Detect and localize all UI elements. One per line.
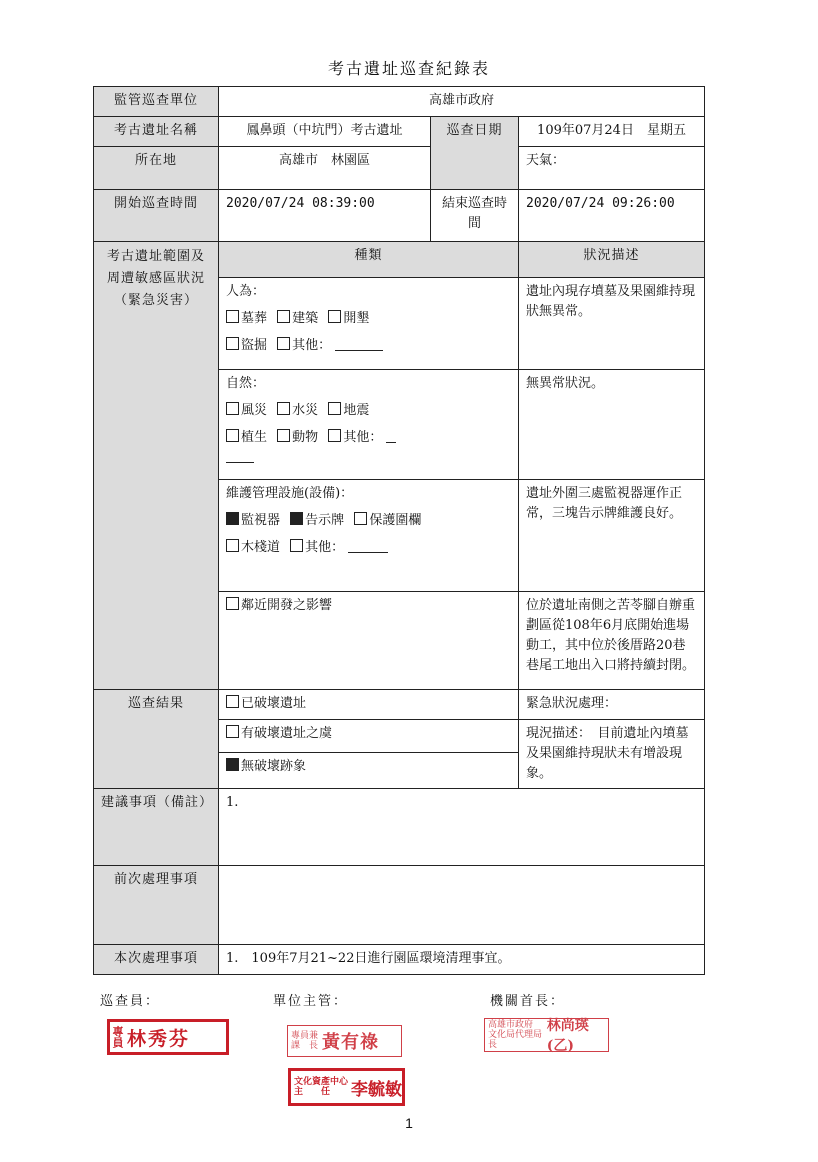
option-facility-other-label: 其他：	[305, 540, 345, 555]
date-value: 109年07月24日 星期五	[519, 117, 705, 147]
location-value: 高雄市 林園區	[219, 147, 431, 190]
checkbox-fence[interactable]	[354, 512, 367, 525]
result-option-at-risk	[219, 720, 519, 753]
supervisor-seal-title	[291, 1031, 318, 1051]
option-animal-label: 動物	[292, 430, 319, 445]
inspector-label: 巡查員：	[100, 994, 161, 1009]
human-description: 遺址內現存墳墓及果園維持現狀無異常。	[519, 278, 705, 370]
checkbox-no-damage-checked[interactable]	[226, 758, 239, 771]
option-flood-label: 水災	[292, 403, 319, 418]
checkbox-wind[interactable]	[226, 402, 239, 415]
option-no-damage-label: 無破壞跡象	[241, 759, 307, 775]
result-option-destroyed	[219, 690, 519, 720]
suggestion-label: 建議事項（備註）	[94, 789, 219, 866]
checkbox-boardwalk[interactable]	[226, 539, 239, 552]
result-label: 巡查結果	[94, 690, 219, 789]
human-factors-cell	[219, 278, 519, 370]
human-heading: 人為：	[226, 284, 266, 299]
site-name-label: 考古遺址名稱	[94, 117, 219, 147]
human-other-blank[interactable]	[335, 350, 383, 351]
weather-label: 天氣：	[526, 153, 566, 168]
natural-other-blank[interactable]	[386, 442, 396, 443]
option-burial-label: 墓葬	[241, 311, 268, 326]
site-name-value: 鳳鼻頭（中坑門）考古遺址	[219, 117, 431, 147]
date-label: 巡查日期	[431, 117, 519, 190]
checkbox-at-risk[interactable]	[226, 725, 239, 738]
agency-head-seal	[484, 1018, 609, 1052]
agency-head-seal-org-a: 高雄市政府	[488, 1020, 534, 1030]
option-vegetation-label: 植生	[241, 430, 268, 445]
supervisor-seal-title-b: 課 長	[291, 1041, 319, 1051]
form-title: 考古遺址巡查紀錄表	[327, 59, 490, 78]
start-time-label: 開始巡查時間	[94, 190, 219, 242]
option-wind-label: 風災	[241, 403, 268, 418]
checkbox-burial[interactable]	[226, 310, 239, 323]
location-label: 所在地	[94, 147, 219, 190]
facility-other-blank[interactable]	[348, 552, 388, 553]
scope-label: 考古遺址範圍及周遭敏感區狀況（緊急災害）	[94, 242, 219, 690]
facility-description: 遺址外圍三處監視器運作正常，三塊告示牌維護良好。	[519, 480, 705, 592]
inspection-form-table	[93, 86, 705, 975]
result-option-no-damage	[219, 753, 519, 789]
development-description: 位於遺址南側之苦苓腳自辦重劃區從108年6月底開始進場動工，其中位於後厝路20巷巷尾工地出入口將持續封閉。	[519, 592, 705, 690]
unit-value: 高雄市政府	[219, 87, 705, 117]
end-time-label: 結束巡查時間	[431, 190, 519, 242]
page-number: 1	[405, 1115, 413, 1131]
checkbox-natural-other[interactable]	[328, 429, 341, 442]
description-column-header: 狀況描述	[519, 242, 705, 278]
option-cctv-label: 監視器	[241, 513, 281, 528]
agency-head-seal-org	[488, 1020, 544, 1050]
supervisor-seal-title-a: 專員兼	[291, 1031, 319, 1041]
option-signboard-label: 告示牌	[305, 513, 345, 528]
option-destroyed-label: 已破壞遺址	[241, 696, 307, 711]
checkbox-animal[interactable]	[277, 429, 290, 442]
agency-head-label: 機關首長：	[490, 994, 566, 1009]
checkbox-earthquake[interactable]	[328, 402, 341, 415]
supervisor-label: 單位主管：	[273, 994, 349, 1009]
heritage-center-seal-title: 主 任	[294, 1087, 331, 1097]
checkbox-development[interactable]	[226, 597, 239, 610]
start-time-value: 2020/07/24 08:39:00	[219, 190, 431, 242]
natural-factors-cell	[219, 370, 519, 480]
checkbox-facility-other[interactable]	[290, 539, 303, 552]
option-fence-label: 保護圍欄	[369, 513, 422, 528]
heritage-center-seal	[288, 1068, 405, 1106]
emergency-handling: 緊急狀況處理：	[519, 690, 705, 720]
unit-label: 監管巡查單位	[94, 87, 219, 117]
checkbox-destroyed[interactable]	[226, 695, 239, 708]
heritage-center-seal-org	[294, 1077, 348, 1097]
agency-head-seal-name: 林尚瑛(乙)	[546, 1018, 589, 1054]
development-cell	[219, 592, 519, 690]
suggestion-value: 1.	[219, 789, 705, 866]
agency-head-seal-org-b: 文化局代理局長	[488, 1030, 543, 1050]
heritage-center-seal-org-a: 文化資產中心	[294, 1077, 349, 1087]
option-earthquake-label: 地震	[343, 403, 370, 418]
natural-heading: 自然：	[226, 376, 266, 391]
option-human-other-label: 其他：	[292, 338, 332, 353]
supervisor-seal-name: 黃有祿	[322, 1032, 380, 1053]
inspector-seal	[107, 1019, 229, 1055]
current-actions-label: 本次處理事項	[94, 945, 219, 975]
checkbox-reclamation[interactable]	[328, 310, 341, 323]
inspector-seal-title: 專員	[111, 1026, 124, 1048]
checkbox-building[interactable]	[277, 310, 290, 323]
natural-other-blank-cont	[226, 462, 254, 463]
supervisor-seal	[287, 1025, 402, 1057]
heritage-center-seal-name: 李毓敏	[351, 1079, 402, 1100]
option-looting-label: 盜掘	[241, 338, 268, 353]
checkbox-looting[interactable]	[226, 337, 239, 350]
current-situation: 現況描述： 目前遺址內墳墓及果園維持現狀未有增設現象。	[519, 720, 705, 789]
option-at-risk-label: 有破壞遺址之虞	[241, 726, 333, 741]
option-natural-other-label: 其他：	[343, 430, 383, 445]
facility-heading: 維護管理設施(設備)：	[226, 486, 354, 501]
weather-field	[519, 147, 705, 190]
checkbox-vegetation[interactable]	[226, 429, 239, 442]
previous-actions-label: 前次處理事項	[94, 866, 219, 945]
current-actions-value: 1. 109年7月21~22日進行園區環境清理事宜。	[219, 945, 705, 975]
checkbox-signboard-checked[interactable]	[290, 512, 303, 525]
type-column-header: 種類	[219, 242, 519, 278]
option-boardwalk-label: 木棧道	[241, 540, 281, 555]
option-building-label: 建築	[292, 311, 319, 326]
checkbox-flood[interactable]	[277, 402, 290, 415]
option-reclamation-label: 開墾	[343, 311, 370, 326]
inspector-seal-name: 林秀芬	[127, 1027, 191, 1050]
option-development-label: 鄰近開發之影響	[241, 598, 333, 613]
facility-cell	[219, 480, 519, 592]
checkbox-human-other[interactable]	[277, 337, 290, 350]
natural-description: 無異常狀況。	[519, 370, 705, 480]
previous-actions-value	[219, 866, 705, 945]
checkbox-cctv-checked[interactable]	[226, 512, 239, 525]
end-time-value: 2020/07/24 09:26:00	[519, 190, 705, 242]
